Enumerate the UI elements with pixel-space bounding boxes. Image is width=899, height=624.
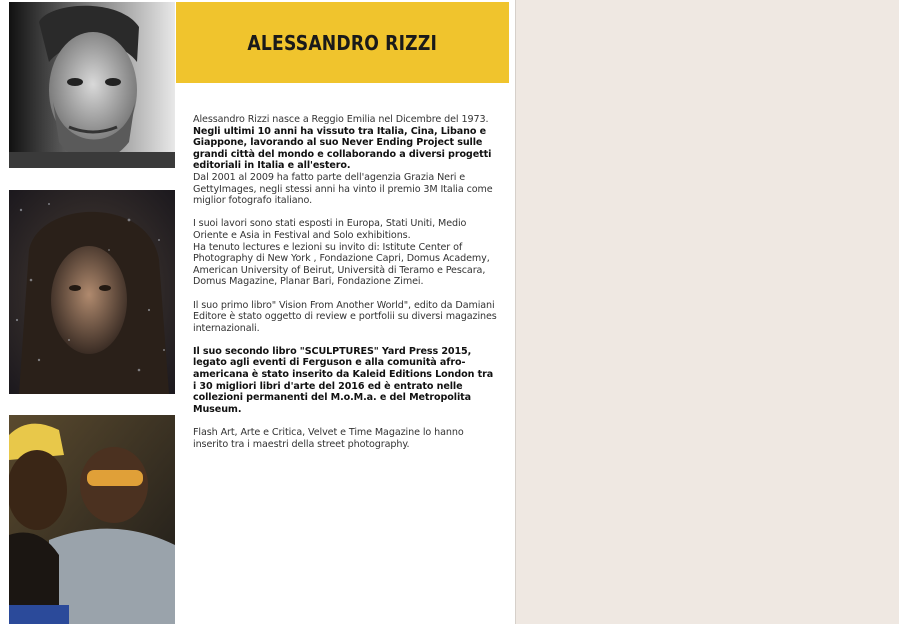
bio-paragraph [193,218,499,288]
page-title: ALESSANDRO RIZZI [247,30,438,55]
bio-lectures: Ha tenuto lectures e lezioni su invito di: Istitute Center of Photography di New York , Fondazione Capri, Domus Academy, American University of Beirut, Università di Teramo e Pescara, Domus Magazine, Planar Bari, Fondazione Zimei. [193,241,490,288]
bio-intro: Alessandro Rizzi nasce a Reggio Emilia nel Dicembre del 1973. [193,114,489,125]
bio-intro-bold: Negli ultimi 10 anni ha vissuto tra Italia, Cina, Libano e Giappone, lavorando al suo Never Ending Project sulle grandi città del mondo e collaborando a diversi progetti editoriali in Italia e all'estero. [193,125,492,172]
bio-press: Flash Art, Arte e Critica, Velvet e Time Magazine lo hanno inserito tra i maestri della street photography. [193,427,464,450]
biography-text [193,114,499,462]
bio-agency: Dal 2001 al 2009 ha fatto parte dell'agenzia Grazia Neri e GettyImages, negli stessi anni ha vinto il premio 3M Italia come miglior fotografo italiano. [193,171,493,207]
title-banner [176,2,509,83]
portrait-photo [9,2,175,168]
empty-background-area [516,0,899,624]
bio-second-book: Il suo secondo libro "SCULPTURES" Yard Press 2015, legato agli eventi di Ferguson e alla comunità afro-americana è stato inserito da Kaleid Editions London tra i 30 migliori libri d'arte del 2016 ed è entrato nelle collezioni permanenti del M.o.M.a. e del Metropolita Museum. [193,345,494,415]
bio-exhibitions: I suoi lavori sono stati esposti in Europa, Stati Uniti, Medio Oriente e Asia in Festival and Solo exhibitions. [193,218,467,241]
bio-paragraph [193,114,499,207]
bio-paragraph [193,427,499,450]
woman-behind-glass-photo [9,190,175,394]
two-men-photo [9,415,175,624]
bio-paragraph [193,346,499,416]
bio-paragraph [193,300,499,335]
bio-first-book: Il suo primo libro" Vision From Another World", edito da Damiani Editore è stato oggetto di review e portfolii su diversi magazines internazionali. [193,299,497,334]
